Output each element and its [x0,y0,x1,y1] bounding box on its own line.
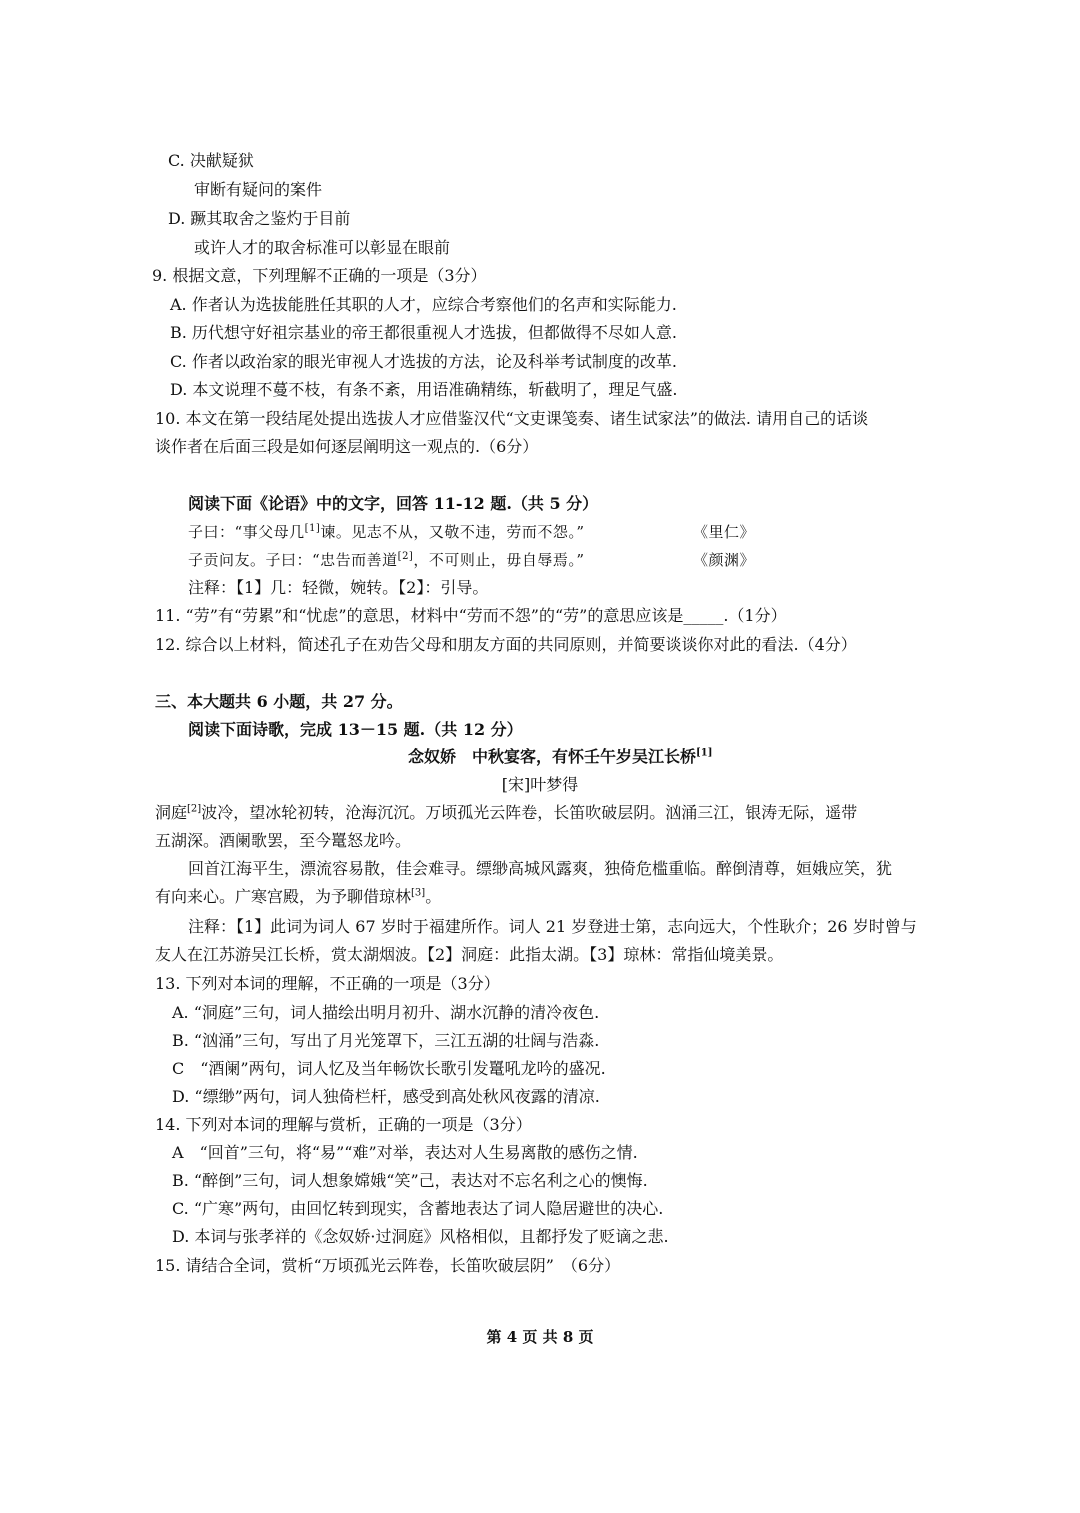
q8-option-c: C. 决献疑狱 [168,151,254,170]
poem-title-text: 念奴娇 中秋宴客，有怀壬午岁吴江长桥 [408,747,697,766]
q13-option-d: D. “缥缈”两句，词人独倚栏杆，感受到高处秋风夜露的清凉. [172,1087,600,1106]
lunyu-line1-text-a: 子曰：“事父母几 [188,523,305,541]
poem-note-marker-3: [3] [411,887,426,899]
poem-author: [宋]叶梦得 [501,775,579,794]
poem-stanza1-line2: 五湖深。酒阑歌罢，至今鼍怒龙吟。 [155,831,412,850]
q9-option-b: B. 历代想守好祖宗基业的帝王都很重视人才选拔，但都做得不尽如人意. [170,323,678,342]
lunyu-line1-text-b: 谏。见志不从，又敬不违，劳而不怨。” [320,523,585,541]
lunyu-note-marker-1: [1] [304,523,321,534]
q13-option-c: C “酒阑”两句，词人忆及当年畅饮长歌引发鼍吼龙吟的盛况. [172,1059,606,1078]
q13-option-b: B. “汹涌”三句，写出了月光笼罩下，三江五湖的壮阔与浩淼. [172,1031,600,1050]
poem-note-marker-2: [2] [187,803,202,815]
q14-option-a: A “回首”三句，将“易”“难”对举，表达对人生易离散的感伤之情. [172,1143,638,1162]
section3-instruction: 阅读下面诗歌，完成 13－15 题.（共 12 分） [188,720,523,739]
q9-stem: 9. 根据文意，下列理解不正确的一项是（3分） [152,266,487,285]
poem-s2-text-a: 有向来心。广寒宫殿，为予聊借琼林 [155,887,412,906]
q12: 12. 综合以上材料，简述孔子在劝告父母和朋友方面的共同原则，并简要谈谈你对此的看法.（4分） [155,635,857,654]
q10-line2: 谈作者在后面三段是如何逐层阐明这一观点的.（6分） [155,437,539,456]
q14-option-b: B. “醉倒”三句，词人想象嫦娥“笑”己，表达对不忘名利之心的懊悔. [172,1171,648,1190]
q14-option-c: C. “广寒”两句，由回忆转到现实，含蓄地表达了词人隐居避世的决心. [172,1199,664,1218]
lunyu-heading: 阅读下面《论语》中的文字，回答 11-12 题.（共 5 分） [188,494,599,513]
poem-note-line1: 注释：【1】此词为词人 67 岁时于福建所作。词人 21 岁登进士第，志向远大，个性耿介；26 岁时曾与 [188,917,917,936]
q13-stem: 13. 下列对本词的理解，不正确的一项是（3分） [155,974,500,993]
q9-option-c: C. 作者以政治家的眼光审视人才选拔的方法，论及科举考试制度的改革. [170,352,677,371]
q13-option-a: A. “洞庭”三句，词人描绘出明月初升、湖水沉静的清冷夜色. [172,1003,600,1022]
poem-stanza2-line2 [155,887,441,907]
lunyu-source-2: 《颜渊》 [693,551,756,569]
poem-title-note-marker: [1] [696,747,713,759]
lunyu-source-1: 《里仁》 [693,523,756,541]
section3-heading: 三、本大题共 6 小题，共 27 分。 [155,692,403,711]
q15: 15. 请结合全词，赏析“万顷孤光云阵卷，长笛吹破层阴” （6分） [155,1256,621,1275]
q11: 11. “劳”有“劳累”和“忧虑”的意思，材料中“劳而不怨”的“劳”的意思应该是_____.（1分） [155,606,787,625]
poem-note-line2: 友人在江苏游吴江长桥，赏太湖烟波。【2】洞庭：此指太湖。【3】琼林：常指仙境美景。 [155,945,784,964]
lunyu-line2-text-b: ，不可则止，毋自辱焉。” [413,551,585,569]
poem-s1-text-b: 波冷，望冰轮初转，沧海沉沉。万顷孤光云阵卷，长笛吹破层阴。汹涌三江，银涛无际，遥带 [201,803,858,822]
page-number: 第 4 页 共 8 页 [486,1328,594,1346]
lunyu-line2 [188,550,585,570]
poem-stanza2-line1: 回首江海平生，漂流容易散，佳会难寻。缥缈高城风露爽，独倚危槛重临。醉倒清尊，姮娥应笑，犹 [188,859,893,878]
q8-option-c-translation: 审断有疑问的案件 [194,180,323,199]
poem-s1-text-a: 洞庭 [155,803,188,822]
q10-line1: 10. 本文在第一段结尾处提出选拔人才应借鉴汉代“文吏课笺奏、诸生试家法”的做法. 请用自己的话谈 [155,409,869,428]
q14-option-d: D. 本词与张孝祥的《念奴娇·过洞庭》风格相似，且都抒发了贬谪之悲. [172,1227,669,1246]
q9-option-a: A. 作者认为选拔能胜任其职的人才，应综合考察他们的名声和实际能力. [170,295,677,314]
lunyu-line1 [188,522,585,542]
q9-option-d: D. 本文说理不蔓不枝，有条不紊，用语准确精练，斩截明了，理足气盛. [170,380,678,399]
lunyu-line2-text-a: 子贡问友。子曰：“忠告而善道 [188,551,398,569]
lunyu-note-marker-2: [2] [397,551,414,562]
poem-title [408,747,712,767]
q8-option-d: D. 蹶其取舍之鉴灼于目前 [168,209,351,228]
lunyu-note: 注释：【1】几：轻微，婉转。【2】：引导。 [188,578,489,597]
q14-stem: 14. 下列对本词的理解与赏析，正确的一项是（3分） [155,1115,532,1134]
poem-stanza1-line1 [155,803,857,823]
poem-s2-text-b: 。 [425,887,442,906]
q8-option-d-translation: 或许人才的取舍标准可以彰显在眼前 [194,238,451,257]
